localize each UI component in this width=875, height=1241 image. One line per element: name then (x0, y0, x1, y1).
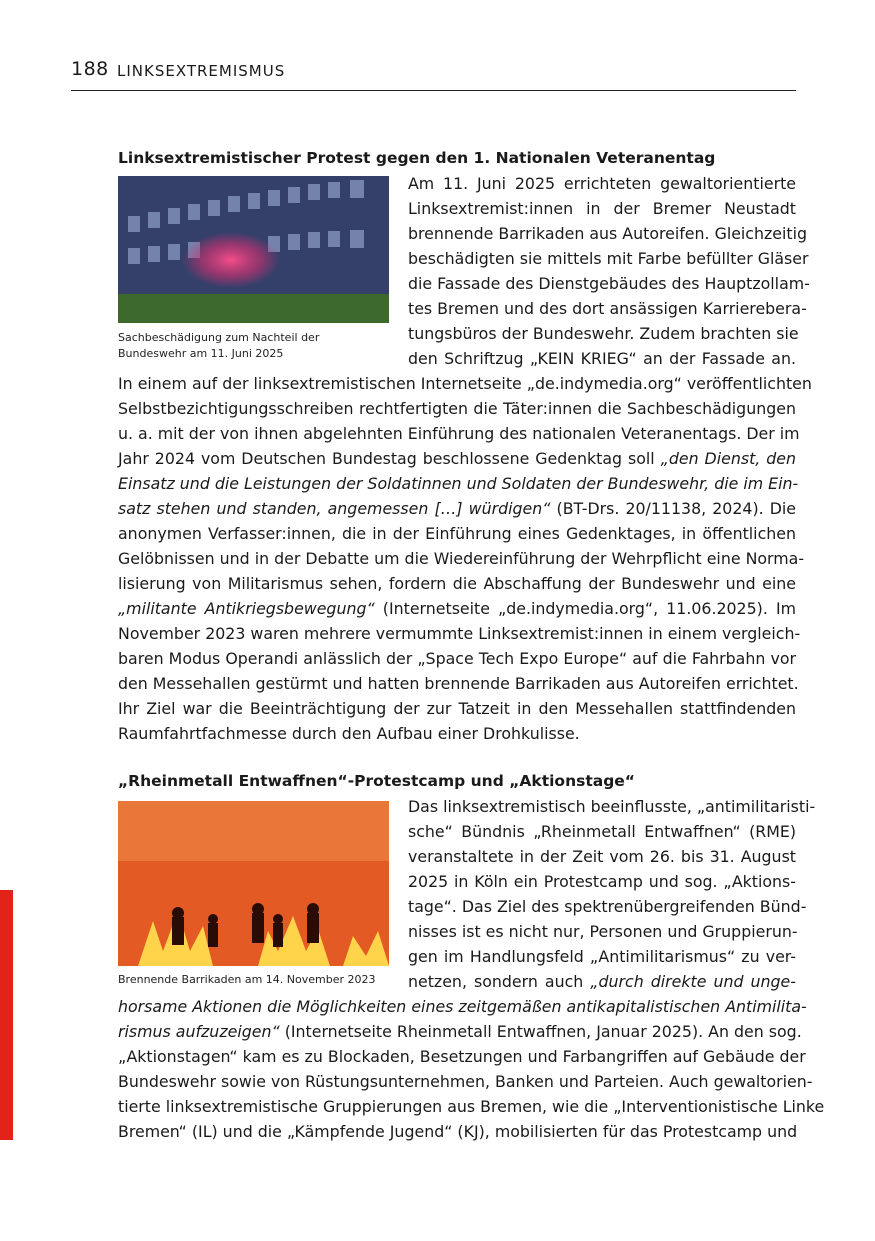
running-header (71, 56, 796, 91)
text-line: nisses ist es nicht nur, Personen und Gruppierun- (408, 922, 798, 941)
text-line: sche“ Bündnis „Rheinmetall Entwaffnen“ (RME) (408, 822, 796, 841)
text-line: „militante Antikriegsbewegung“ (Internetseite „de.indymedia.org“, 11.06.2025). Im (118, 599, 796, 618)
text-line: Bremen“ (IL) und die „Kämpfende Jugend“ (KJ), mobilisierten für das Protestcamp und (118, 1122, 798, 1141)
section-heading-rheinmetall: „Rheinmetall Entwaffnen“-Protestcamp und „Aktionstage“ (118, 772, 635, 790)
running-title: LINKSEXTREMISMUS (117, 62, 286, 80)
text-line: tungsbüros der Bundeswehr. Zudem brachten sie (408, 324, 799, 343)
text-line: netzen, sondern auch „durch direkte und unge- (408, 972, 796, 991)
text-line: Gelöbnissen und in der Debatte um die Wiedereinführung der Wehrpflicht eine Norma- (118, 549, 805, 568)
text-line: tes Bremen und des dort ansässigen Karrierebera- (408, 299, 807, 318)
building-facade-photo (118, 176, 389, 323)
text-line: den Messehallen gestürmt und hatten brennende Barrikaden aus Autoreifen errichtet. (118, 674, 799, 693)
text-line: „Aktionstagen“ kam es zu Blockaden, Besetzungen und Farbangriffen auf Gebäude der (118, 1047, 806, 1066)
image-caption: Brennende Barrikaden am 14. November 2023 (118, 973, 376, 986)
text-line: die Fassade des Dienstgebäudes des Hauptzollam- (408, 274, 810, 293)
page-number: 188 (71, 58, 109, 80)
text-line: anonymen Verfasser:innen, die in der Einführung eines Gedenktages, in öffentlichen (118, 524, 796, 543)
text-line: November 2023 waren mehrere vermummte Linksextremist:innen in einem vergleich- (118, 624, 801, 643)
text-line: Ihr Ziel war die Beeinträchtigung der zur Tatzeit in den Messehallen stattfindenden (118, 699, 796, 718)
text-line: baren Modus Operandi anlässlich der „Space Tech Expo Europe“ auf die Fahrbahn vor (118, 649, 796, 668)
section-heading-veteranentag: Linksextremistischer Protest gegen den 1. Nationalen Veteranentag (118, 149, 716, 167)
text-line: u. a. mit der von ihnen abgelehnten Einführung des nationalen Veteranentags. Der im (118, 424, 800, 443)
text-line: veranstaltete in der Zeit vom 26. bis 31. August (408, 847, 796, 866)
text-line: gen im Handlungsfeld „Antimilitarismus“ zu ver- (408, 947, 796, 966)
text-line: tage“. Das Ziel des spektrenübergreifenden Bünd- (408, 897, 807, 916)
text-line: Selbstbezichtigungsschreiben rechtfertigten die Täter:innen die Sachbeschädigungen (118, 399, 796, 418)
text-line: Einsatz und die Leistungen der Soldatinnen und Soldaten der Bundeswehr, die im Ein- (118, 474, 799, 493)
text-line: Jahr 2024 vom Deutschen Bundestag beschlossene Gedenktag soll „den Dienst, den (118, 449, 796, 468)
text-line: beschädigten sie mittels mit Farbe befüllter Gläser (408, 249, 809, 268)
text-line: Raumfahrtfachmesse durch den Aufbau einer Drohkulisse. (118, 724, 580, 743)
text-line: Linksextremist:innen in der Bremer Neustadt (408, 199, 796, 218)
text-line: rismus aufzuzeigen“ (Internetseite Rheinmetall Entwaffnen, Januar 2025). An den sog. (118, 1022, 802, 1041)
text-line: satz stehen und standen, angemessen […] würdigen“ (BT-Drs. 20/11138, 2024). Die (118, 499, 797, 518)
text-line: Das linksextremistisch beeinflusste, „antimilitaristi- (408, 797, 816, 816)
text-line: brennende Barrikaden aus Autoreifen. Gleichzeitig (408, 224, 808, 243)
text-line: horsame Aktionen die Möglichkeiten eines zeitgemäßen antikapitalistischen Antimilita- (118, 997, 807, 1016)
text-line: 2025 in Köln ein Protestcamp und sog. „Aktions- (408, 872, 796, 891)
text-line: lisierung von Militarismus sehen, fordern die Abschaffung der Bundeswehr und eine (118, 574, 796, 593)
burning-barricades-photo (118, 801, 389, 966)
text-line: tierte linksextremistische Gruppierungen aus Bremen, wie die „Interventionistische Linke (118, 1097, 825, 1116)
chapter-tab-marker (0, 890, 13, 1140)
image-caption: Sachbeschädigung zum Nachteil der Bundeswehr am 11. Juni 2025 (118, 331, 320, 360)
text-line: Bundeswehr sowie von Rüstungsunternehmen, Banken und Parteien. Auch gewaltorien- (118, 1072, 813, 1091)
text-line: Am 11. Juni 2025 errichteten gewaltorientierte (408, 174, 796, 193)
text-line: den Schriftzug „KEIN KRIEG“ an der Fassade an. (408, 349, 796, 368)
text-line: In einem auf der linksextremistischen Internetseite „de.indymedia.org“ veröffentlichten (118, 374, 812, 393)
